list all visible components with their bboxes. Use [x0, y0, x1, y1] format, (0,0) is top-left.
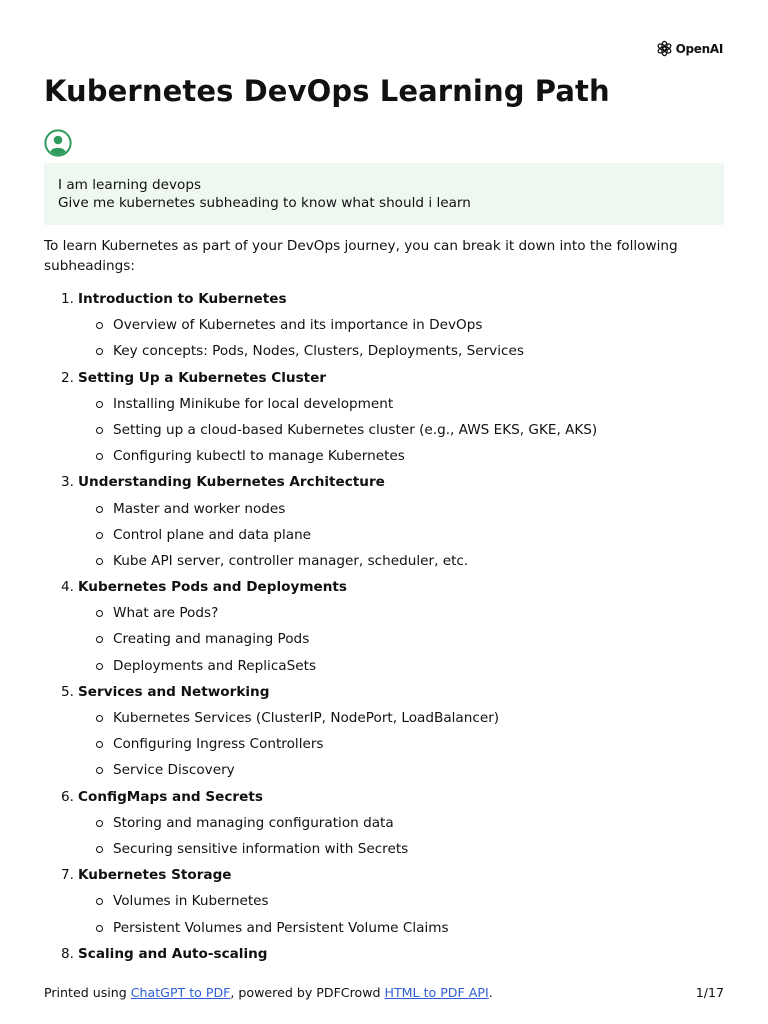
- prompt-line: Give me kubernetes subheading to know what should i learn: [58, 195, 471, 211]
- subtopic-text: Overview of Kubernetes and its importance in DevOps: [113, 317, 483, 334]
- chatgpt-to-pdf-link[interactable]: ChatGPT to PDF: [130, 985, 231, 1000]
- section-heading: [44, 944, 597, 970]
- subtopic-item: [44, 315, 597, 341]
- response-intro: To learn Kubernetes as part of your DevOps journey, you can break it down into the following subheadings:: [44, 238, 678, 274]
- section-title: Services and Networking: [78, 683, 270, 700]
- subtopic-item: [44, 629, 597, 655]
- bullet-icon: [96, 453, 103, 460]
- subtopic-item: [44, 394, 597, 420]
- page-title: Kubernetes DevOps Learning Path: [44, 74, 610, 108]
- brand-name: OpenAI: [675, 41, 723, 56]
- section-title: Kubernetes Pods and Deployments: [78, 579, 347, 596]
- bullet-icon: [96, 846, 103, 853]
- subtopic-text: Installing Minikube for local development: [113, 395, 394, 412]
- subtopic-text: Master and worker nodes: [113, 500, 286, 517]
- user-avatar-icon: [44, 129, 72, 157]
- section-number: 3.: [61, 474, 74, 491]
- subtopic-text: Deployments and ReplicaSets: [113, 657, 317, 674]
- section-number: 1.: [61, 291, 74, 307]
- bullet-icon: [96, 715, 103, 722]
- section-item: [44, 368, 597, 473]
- subtopic-item: [44, 551, 597, 577]
- bullet-icon: [96, 506, 103, 513]
- bullet-icon: [96, 898, 103, 905]
- subtopic-item: [44, 420, 597, 446]
- footer-prefix: Printed using: [44, 985, 131, 1000]
- page-number: 1/17: [695, 985, 724, 1000]
- subtopic-text: Persistent Volumes and Persistent Volume Claims: [113, 919, 449, 936]
- subtopic-item: [44, 918, 597, 944]
- subtopic-item: [44, 891, 597, 917]
- subtopic-list: [44, 891, 597, 943]
- section-heading: [44, 787, 597, 813]
- section-title: Understanding Kubernetes Architecture: [78, 474, 385, 491]
- subtopic-text: Service Discovery: [113, 762, 235, 779]
- subtopic-list: [44, 315, 597, 367]
- section-heading: [44, 472, 597, 498]
- section-title: Setting Up a Kubernetes Cluster: [78, 369, 327, 386]
- subtopic-list: [44, 813, 597, 865]
- section-item: [44, 577, 597, 682]
- subtopic-text: Configuring Ingress Controllers: [113, 736, 324, 753]
- bullet-icon: [96, 663, 103, 670]
- subtopic-text: Creating and managing Pods: [113, 631, 310, 648]
- section-item: [44, 865, 597, 944]
- subtopic-item: [44, 446, 597, 472]
- section-heading: [44, 577, 597, 603]
- bullet-icon: [96, 820, 103, 827]
- openai-logo-icon: [656, 40, 673, 57]
- section-item: [44, 682, 597, 787]
- section-item: [44, 289, 597, 368]
- subtopic-item: [44, 341, 597, 367]
- subtopic-item: [44, 734, 597, 760]
- subtopic-text: Securing sensitive information with Secrets: [113, 840, 409, 857]
- section-number: 7.: [61, 867, 74, 884]
- bullet-icon: [96, 741, 103, 748]
- brand-logo: [656, 40, 723, 57]
- bullet-icon: [96, 610, 103, 617]
- bullet-icon: [96, 767, 103, 774]
- bullet-icon: [96, 636, 103, 643]
- subtopic-list: [44, 499, 597, 578]
- section-item: [44, 944, 597, 970]
- bullet-icon: [96, 427, 103, 434]
- section-title: Scaling and Auto-scaling: [78, 945, 268, 962]
- footer-suffix: .: [488, 985, 493, 1000]
- user-prompt: [44, 163, 724, 225]
- footer-middle: , powered by PDFCrowd: [230, 985, 385, 1000]
- bullet-icon: [96, 925, 103, 932]
- section-number: 5.: [61, 683, 74, 700]
- subtopic-text: Kubernetes Services (ClusterIP, NodePort, LoadBalancer): [113, 710, 500, 726]
- subtopic-item: [44, 708, 597, 734]
- subtopic-item: [44, 656, 597, 682]
- section-heading: [44, 682, 597, 708]
- subtopic-text: What are Pods?: [113, 605, 219, 622]
- subtopic-item: [44, 525, 597, 551]
- section-number: 8.: [61, 945, 74, 962]
- bullet-icon: [96, 322, 103, 329]
- bullet-icon: [96, 558, 103, 565]
- subtopic-text: Configuring kubectl to manage Kubernetes: [113, 448, 405, 465]
- subtopic-list: [44, 603, 597, 682]
- subtopic-text: Control plane and data plane: [113, 526, 312, 543]
- subtopic-text: Setting up a cloud-based Kubernetes cluster (e.g., AWS EKS, GKE, AKS): [113, 421, 598, 438]
- subtopic-item: [44, 603, 597, 629]
- subtopic-list: [44, 708, 597, 787]
- subtopic-item: [44, 839, 597, 865]
- section-heading: [44, 865, 597, 891]
- section-heading: [44, 289, 597, 315]
- section-title: Introduction to Kubernetes: [78, 291, 287, 307]
- bullet-icon: [96, 401, 103, 408]
- footer: [44, 985, 493, 1000]
- section-item: [44, 472, 597, 577]
- subtopic-list: [44, 394, 597, 473]
- subtopic-item: [44, 499, 597, 525]
- section-item: [44, 787, 597, 866]
- bullet-icon: [96, 532, 103, 539]
- subtopic-text: Key concepts: Pods, Nodes, Clusters, Deployments, Services: [113, 343, 524, 360]
- section-title: ConfigMaps and Secrets: [78, 788, 263, 805]
- section-title: Kubernetes Storage: [78, 867, 232, 884]
- section-number: 2.: [61, 369, 74, 386]
- section-heading: [44, 368, 597, 394]
- html-to-pdf-api-link[interactable]: HTML to PDF API: [384, 985, 489, 1000]
- subtopic-text: Volumes in Kubernetes: [113, 893, 269, 910]
- subtopic-text: Kube API server, controller manager, scheduler, etc.: [113, 552, 469, 569]
- subtopic-text: Storing and managing configuration data: [113, 814, 394, 831]
- section-number: 6.: [61, 788, 74, 805]
- learning-sections: [44, 289, 597, 970]
- prompt-line: I am learning devops: [58, 177, 202, 193]
- subtopic-item: [44, 813, 597, 839]
- bullet-icon: [96, 348, 103, 355]
- section-number: 4.: [61, 579, 74, 596]
- subtopic-item: [44, 760, 597, 786]
